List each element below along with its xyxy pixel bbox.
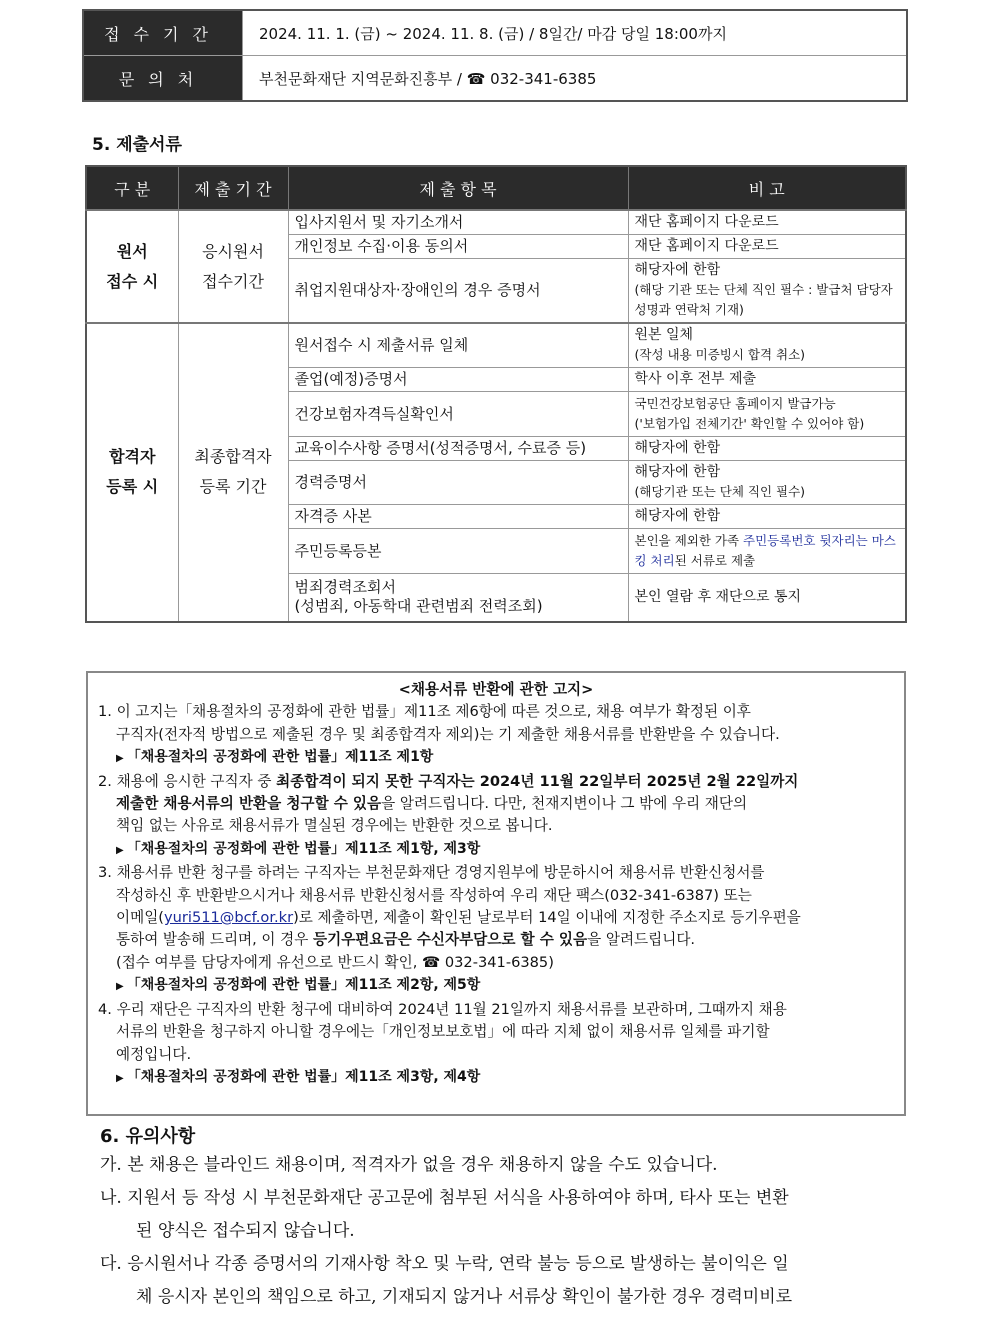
notice-paragraph: 작성하신 후 반환받으시거나 채용서류 반환신청서를 작성하여 우리 재단 팩스(032-341-6387) 또는 [116, 886, 752, 904]
notice-paragraph: 통하여 발송해 드리며, 이 경우 등기우편요금은 수신자부담으로 할 수 있음을 알려드립니다. [116, 931, 696, 949]
law-reference: ▶ 「채용절차의 공정화에 관한 법률」제11조 제1항, 제3항 [116, 840, 481, 857]
notice-paragraph: 서류의 반환을 청구하지 아니할 경우에는「개인정보보호법」에 따라 지체 없이 채용서류 일체를 파기할 [116, 1023, 770, 1041]
triangle-bullet-icon: ▶ [116, 844, 124, 856]
notice-paragraph: 1. 이 고지는「채용절차의 공정화에 관한 법률」제11조 제6항에 따른 것으로, 채용 여부가 확정된 이후 [98, 703, 751, 721]
note-cell [628, 392, 906, 437]
email-link[interactable]: yuri511@bcf.or.kr [164, 909, 294, 927]
info-label: 접수기간 [83, 10, 243, 56]
note-cell: 해당자에 한함 [628, 505, 906, 529]
triangle-bullet-icon: ▶ [116, 981, 124, 993]
item-cell: 자격증 사본 [288, 505, 628, 529]
item-cell: 졸업(예정)증명서 [288, 368, 628, 392]
item-cell: 취업지원대상자·장애인의 경우 증명서 [288, 259, 628, 324]
law-reference: ▶ 「채용절차의 공정화에 관한 법률」제11조 제1항 [116, 749, 434, 766]
notice-title: <채용서류 반환에 관한 고지> [398, 681, 594, 698]
note-text: 원본 일체 [634, 327, 694, 343]
application-info-table [82, 9, 908, 102]
note-sub: (작성 내용 미증빙시 합격 취소) [634, 347, 806, 362]
notice-paragraph: 예정입니다. [116, 1045, 192, 1063]
note-sub: (해당 기관 또는 단체 직인 필수 : 발급처 담당자 성명과 연락처 기재) [634, 282, 893, 317]
item-cell: 원서접수 시 제출서류 일체 [288, 323, 628, 368]
document-return-notice [86, 671, 906, 1116]
note-cell: 해당자에 한함 [628, 437, 906, 461]
notice-paragraph: 2. 채용에 응시한 구직자 중 최종합격이 되지 못한 구직자는 2024년 11월 22일부터 2025년 2월 22일까지 [98, 772, 799, 790]
info-value: 부천문화재단 지역문화진흥부 / ☎ 032-341-6385 [243, 56, 908, 102]
info-label: 문의처 [83, 56, 243, 102]
column-header: 제 출 기 간 [178, 166, 288, 210]
notice-paragraph: 이메일(yuri511@bcf.or.kr)로 제출하면, 제출이 확인된 날로부터 14일 이내에 지정한 주소지로 등기우편을 [116, 909, 801, 927]
item-cell: 개인정보 수집·이용 동의서 [288, 235, 628, 259]
note-text: 된 서류로 제출 [674, 553, 756, 568]
table-header-row [86, 166, 906, 210]
notice-paragraph: (접수 여부를 담당자에게 유선으로 반드시 확인, ☎ 032-341-6385) [116, 953, 554, 971]
item-cell: 주민등록등본 [288, 529, 628, 574]
triangle-bullet-icon: ▶ [116, 753, 124, 765]
notice-paragraph: 책임 없는 사유로 채용서류가 멸실된 경우에는 반환한 것으로 봅니다. [116, 817, 553, 835]
note-cell [628, 323, 906, 368]
column-header: 비 고 [628, 166, 906, 210]
info-row-contact [83, 56, 907, 102]
caution-item: 나. 지원서 등 작성 시 부천문화재단 공고문에 첨부된 서식을 사용하여야 하며, 타사 또는 변환 [100, 1188, 789, 1208]
note-text: 해당자에 한함 [634, 464, 721, 480]
law-reference: ▶ 「채용절차의 공정화에 관한 법률」제11조 제2항, 제5항 [116, 977, 481, 994]
section-title: 6. 유의사항 [100, 1126, 196, 1147]
notice-paragraph: 3. 채용서류 반환 청구를 하려는 구직자는 부천문화재단 경영지원부에 방문하시어 채용서류 반환신청서를 [98, 864, 765, 882]
note-cell [628, 259, 906, 324]
notice-paragraph: 제출한 채용서류의 반환을 청구할 수 있음을 알려드립니다. 다만, 천재지변이나 그 밖에 우리 재단의 [116, 795, 748, 813]
caution-item: 가. 본 채용은 블라인드 채용이며, 적격자가 없을 경우 채용하지 않을 수도 있습니다. [100, 1155, 718, 1175]
note-highlight: 주민등록번호 뒷자리는 마스킹 처리 [634, 533, 896, 568]
note-sub: ('보험가입 전체기간' 확인할 수 있어야 함) [634, 416, 865, 431]
table-row [86, 210, 906, 235]
caution-item: 다. 응시원서나 각종 증명서의 기재사항 착오 및 누락, 연락 불능 등으로 발생하는 불이익은 일 [100, 1254, 789, 1274]
item-sub: (성범죄, 아동학대 관련범죄 전력조회) [294, 597, 543, 616]
table-row [86, 323, 906, 368]
column-header: 제 출 항 목 [288, 166, 628, 210]
note-cell: 재단 홈페이지 다운로드 [628, 210, 906, 235]
law-reference: ▶ 「채용절차의 공정화에 관한 법률」제11조 제3항, 제4항 [116, 1068, 481, 1085]
notice-paragraph: 구직자(전자적 방법으로 제출된 경우 및 최종합격자 제외)는 기 제출한 채용서류를 반환받을 수 있습니다. [116, 725, 780, 743]
column-header: 구 분 [86, 166, 178, 210]
notice-paragraph: 4. 우리 재단은 구직자의 반환 청구에 대비하여 2024년 11월 21일까지 채용서류를 보관하며, 그때까지 채용 [98, 1000, 787, 1018]
item-cell: 입사지원서 및 자기소개서 [288, 210, 628, 235]
note-cell: 본인 열람 후 재단으로 통지 [628, 574, 906, 622]
item-text: 범죄경력조회서 [294, 578, 396, 597]
category-cell: 합격자 등록 시 [86, 323, 178, 622]
note-text: 본인을 제외한 가족 [634, 533, 744, 548]
note-cell [628, 461, 906, 505]
note-sub: (해당기관 또는 단체 직인 필수) [634, 484, 806, 499]
period-cell: 응시원서 접수기간 [178, 210, 288, 323]
note-text: 해당자에 한함 [634, 262, 721, 278]
note-cell: 재단 홈페이지 다운로드 [628, 235, 906, 259]
category-cell: 원서 접수 시 [86, 210, 178, 323]
caution-item-continued: 체 응시자 본인의 책임으로 하고, 기재되지 않거나 서류상 확인이 불가한 경우 경력미비로 [136, 1287, 793, 1307]
triangle-bullet-icon: ▶ [116, 1072, 124, 1084]
period-cell: 최종합격자 등록 기간 [178, 323, 288, 622]
item-cell: 건강보험자격득실확인서 [288, 392, 628, 437]
item-cell: 경력증명서 [288, 461, 628, 505]
item-cell [288, 574, 628, 622]
info-value: 2024. 11. 1. (금) ~ 2024. 11. 8. (금) / 8일간/ 마감 당일 18:00까지 [243, 10, 908, 56]
info-row-period [83, 10, 907, 56]
item-cell: 교육이수사항 증명서(성적증명서, 수료증 등) [288, 437, 628, 461]
note-cell [628, 529, 906, 574]
caution-list [100, 1149, 916, 1314]
caution-item-continued: 된 양식은 접수되지 않습니다. [136, 1221, 355, 1241]
note-text: 국민건강보험공단 홈페이지 발급가능 [634, 396, 836, 411]
note-cell: 학사 이후 전부 제출 [628, 368, 906, 392]
section-title: 5. 제출서류 [92, 135, 182, 155]
documents-table [85, 165, 907, 623]
